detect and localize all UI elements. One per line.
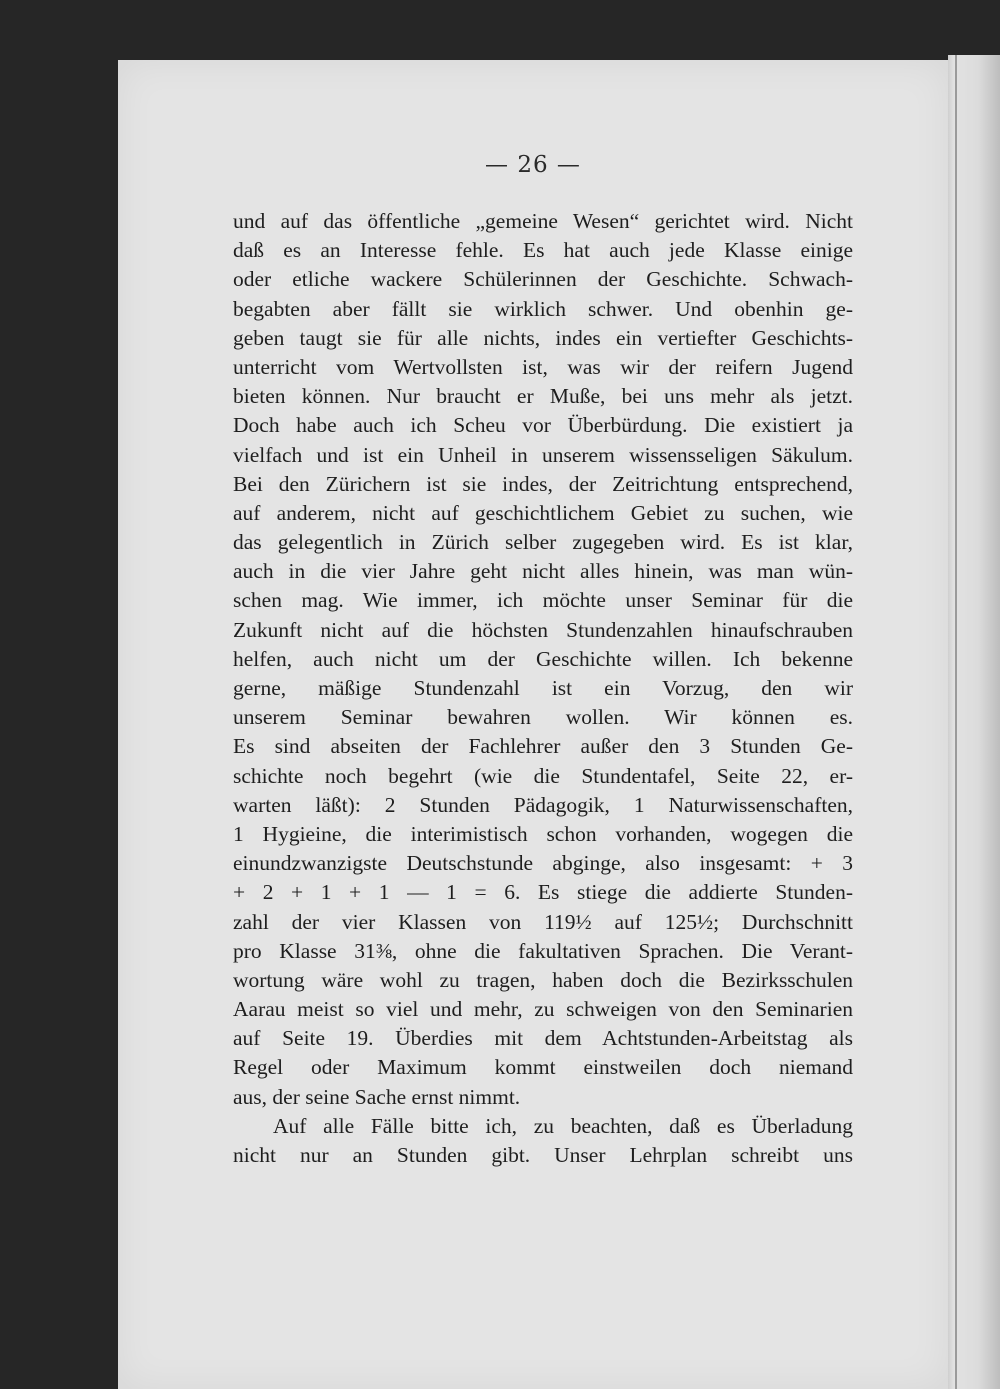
text-line: gerne, mäßige Stundenzahl ist ein Vorzug, den wir — [233, 676, 853, 700]
text-line: Aarau meist so viel und mehr, zu schweigen von den Seminarien — [233, 997, 853, 1022]
text-line: zahl der vier Klassen von 119½ auf 125½; Durchschnitt — [233, 909, 853, 934]
text-line: oder etliche wackere Schülerinnen der Geschichte. Schwach- — [233, 267, 853, 292]
text-line: Bei den Zürichern ist sie indes, der Zeitrichtung entsprechend, — [233, 471, 853, 496]
text-line: vielfach und ist ein Unheil in unserem wissensseligen Säkulum. — [233, 442, 853, 467]
body-text — [233, 207, 853, 1170]
text-line: auf anderem, nicht auf geschichtlichem Gebiet zu suchen, wie — [233, 500, 853, 525]
text-line: unserem Seminar bewahren wollen. Wir können es. — [233, 705, 853, 730]
page-number: — 26 — — [485, 152, 581, 178]
text-line: Es sind abseiten der Fachlehrer außer den 3 Stunden Ge- — [233, 734, 853, 759]
text-line: Zukunft nicht auf die höchsten Stundenzahlen hinaufschrauben — [233, 617, 853, 642]
text-line: das gelegentlich in Zürich selber zugegeben wird. Es ist klar, — [233, 530, 853, 555]
paragraph-end-line: aus, der seine Sache ernst nimmt. — [233, 1084, 521, 1109]
text-line: helfen, auch nicht um der Geschichte willen. Ich bekenne — [233, 646, 853, 671]
text-line: einundzwanzigste Deutschstunde abginge, also insgesamt: + 3 — [233, 851, 853, 876]
text-line: Doch habe auch ich Scheu vor Überbürdung. Die existiert ja — [233, 413, 853, 438]
text-line: unterricht vom Wertvollsten ist, was wir der reifern Jugend — [233, 354, 853, 379]
text-line: 1 Hygieine, die interimistisch schon vorhanden, wogegen die — [233, 821, 853, 846]
text-line: pro Klasse 31⅜, ohne die fakultativen Sprachen. Die Verant- — [233, 938, 853, 963]
text-line: schichte noch begehrt (wie die Stundentafel, Seite 22, er- — [233, 763, 853, 788]
text-line: Regel oder Maximum kommt einstweilen doch niemand — [233, 1055, 853, 1080]
book-spine-line — [955, 55, 957, 1389]
text-line: schen mag. Wie immer, ich möchte unser Seminar für die — [233, 588, 853, 613]
text-line: bieten können. Nur braucht er Muße, bei uns mehr als jetzt. — [233, 384, 853, 409]
text-line: wortung wäre wohl zu tragen, haben doch die Bezirksschulen — [233, 967, 853, 992]
text-line: geben taugt sie für alle nichts, indes ein vertiefter Geschichts- — [233, 325, 853, 350]
text-line: auf Seite 19. Überdies mit dem Achtstunden-Arbeitstag als — [233, 1026, 853, 1051]
text-line: auch in die vier Jahre geht nicht alles hinein, was man wün- — [233, 559, 853, 584]
text-line: und auf das öffentliche „gemeine Wesen“ gerichtet wird. Nicht — [233, 209, 853, 233]
text-line: begabten aber fällt sie wirklich schwer. Und obenhin ge- — [233, 296, 853, 321]
text-line: daß es an Interesse fehle. Es hat auch jede Klasse einige — [233, 238, 853, 263]
book-page — [118, 60, 948, 1389]
text-line: nicht nur an Stunden gibt. Unser Lehrplan schreibt uns — [233, 1143, 853, 1167]
text-line: + 2 + 1 + 1 — 1 = 6. Es stiege die addierte Stunden- — [233, 880, 853, 905]
paragraph-start-line: Auf alle Fälle bitte ich, zu beachten, daß es Überladung — [273, 1113, 853, 1138]
text-line: warten läßt): 2 Stunden Pädagogik, 1 Naturwissenschaften, — [233, 792, 853, 817]
